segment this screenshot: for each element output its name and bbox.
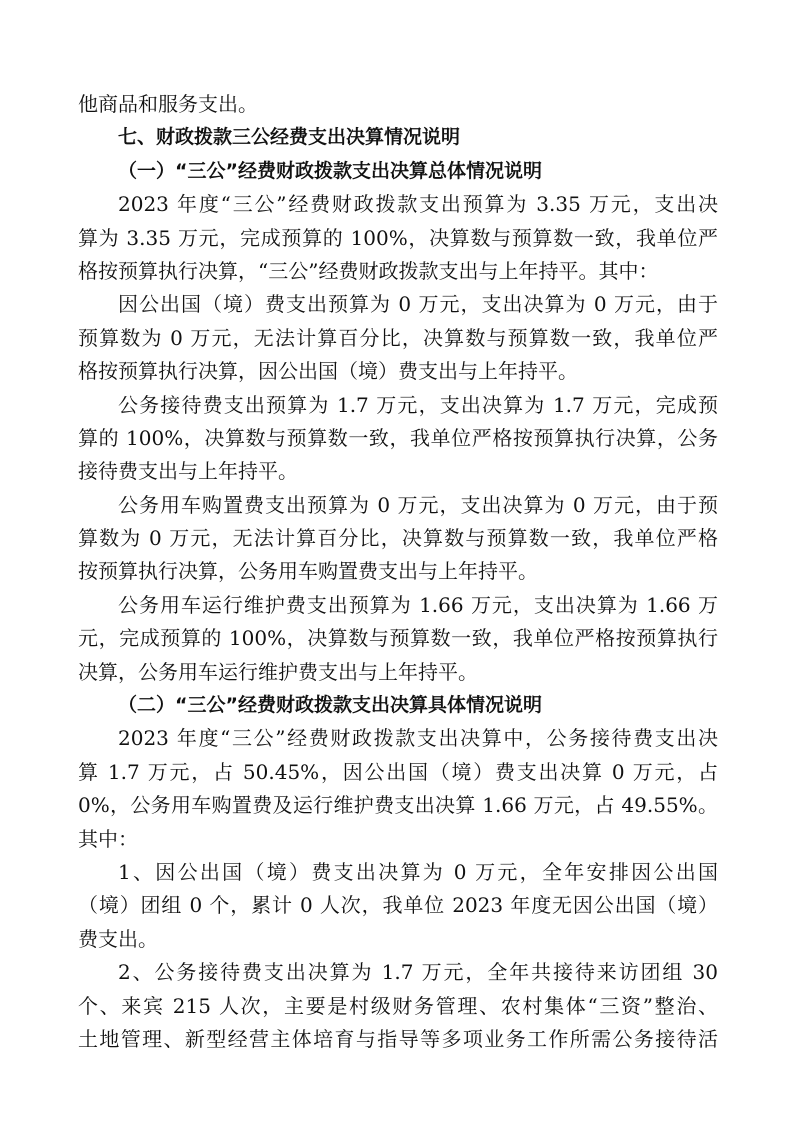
paragraph-line: （境）团组 0 个，累计 0 人次，我单位 2023 年度无因公出国（境） <box>78 893 718 918</box>
paragraph-line: 元，完成预算的 100%，决算数与预算数一致，我单位严格按预算执行 <box>78 626 718 651</box>
paragraph-last-line: 格按预算执行决算，因公出国（境）费支出与上年持平。 <box>78 359 578 384</box>
paragraph-first-line: 公务用车运行维护费支出预算为 1.66 万元，支出决算为 1.66 万 <box>118 592 718 617</box>
paragraph-last-line: 其中： <box>78 826 138 851</box>
paragraph-first-line: 公务接待费支出预算为 1.7 万元，支出决算为 1.7 万元，完成预 <box>118 392 718 417</box>
paragraph-line: 0%，公务用车购置费及运行维护费支出决算 1.66 万元，占 49.55%。 <box>78 793 718 818</box>
subsection-heading: （一）“三公”经费财政拨款支出决算总体情况说明 <box>118 159 542 182</box>
paragraph-last-line: 决算，公务用车运行维护费支出与上年持平。 <box>78 659 478 684</box>
paragraph-last-line: 接待费支出与上年持平。 <box>78 459 298 484</box>
paragraph-first-line: 因公出国（境）费支出预算为 0 万元，支出决算为 0 万元，由于 <box>118 292 718 317</box>
paragraph-last-line: 按预算执行决算，公务用车购置费支出与上年持平。 <box>78 559 538 584</box>
document-page <box>78 88 718 1056</box>
paragraph-line: 算为 3.35 万元，完成预算的 100%，决算数与预算数一致，我单位严 <box>78 225 718 250</box>
paragraph-line: 个、来宾 215 人次，主要是村级财务管理、农村集体“三资”整治、 <box>78 993 718 1018</box>
paragraph-line: 算 1.7 万元，占 50.45%，因公出国（境）费支出决算 0 万元，占 <box>78 759 718 784</box>
paragraph-first-line: 2023 年度“三公”经费财政拨款支出决算中，公务接待费支出决 <box>118 726 718 751</box>
paragraph-last-line: 费支出。 <box>78 926 158 951</box>
section-heading: 七、财政拨款三公经费支出决算情况说明 <box>118 126 461 149</box>
paragraph-line: 预算数为 0 万元，无法计算百分比，决算数与预算数一致，我单位严 <box>78 325 718 350</box>
paragraph-line: 算数为 0 万元，无法计算百分比，决算数与预算数一致，我单位严格 <box>78 526 718 551</box>
paragraph-last-line: 格按预算执行决算，“三公”经费财政拨款支出与上年持平。其中： <box>78 258 659 283</box>
paragraph-first-line: 公务用车购置费支出预算为 0 万元，支出决算为 0 万元，由于预 <box>118 492 718 517</box>
paragraph-first-line: 1、因公出国（境）费支出决算为 0 万元，全年安排因公出国 <box>118 859 718 884</box>
paragraph-line: 土地管理、新型经营主体培育与指导等多项业务工作所需公务接待活 <box>78 1026 718 1051</box>
paragraph-line: 算的 100%，决算数与预算数一致，我单位严格按预算执行决算，公务 <box>78 425 718 450</box>
subsection-heading: （二）“三公”经费财政拨款支出决算具体情况说明 <box>118 694 542 717</box>
paragraph-line: 他商品和服务支出。 <box>78 92 258 116</box>
paragraph-first-line: 2023 年度“三公”经费财政拨款支出预算为 3.35 万元，支出决 <box>118 192 718 217</box>
paragraph-first-line: 2、公务接待费支出决算为 1.7 万元，全年共接待来访团组 30 <box>118 960 718 985</box>
